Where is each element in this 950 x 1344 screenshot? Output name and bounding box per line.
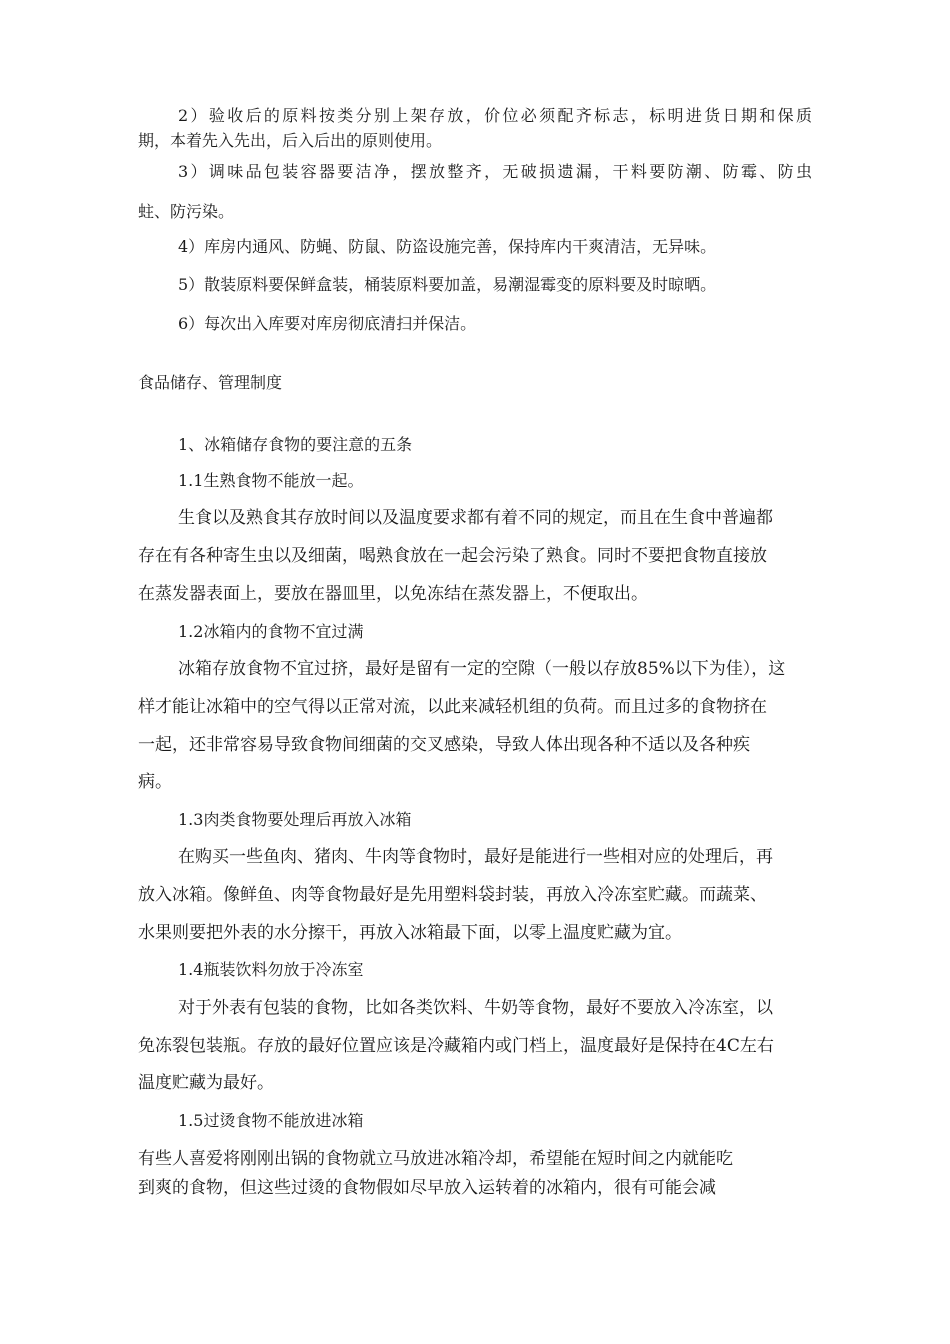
subsection-1-3-line-2: 放入冰箱。像鲜鱼、肉等食物最好是先用塑料袋封装，再放入冷冻室贮藏。而蔬菜、 (138, 885, 767, 905)
subsection-1-2-line-2: 样才能让冰箱中的空气得以正常对流，以此来减轻机组的负荷。而且过多的食物挤在 (138, 697, 767, 717)
storage-rule-5: 5）散装原料要保鲜盒装，桶装原料要加盖，易潮湿霉变的原料要及时晾晒。 (178, 275, 717, 294)
storage-rule-3-line-2: 蛀、防污染。 (138, 202, 235, 221)
storage-rule-3-line-1: 3）调味品包装容器要洁净，摆放整齐，无破损遗漏，干料要防潮、防霉、防虫 (178, 162, 815, 181)
subsection-1-2-line-4: 病。 (138, 772, 172, 792)
subsection-1-4-line-3: 温度贮藏为最好。 (138, 1073, 274, 1093)
subsection-1-2-line-1: 冰箱存放食物不宜过挤，最好是留有一定的空隙（一般以存放85%以下为佳），这 (178, 659, 786, 679)
subsection-1-1-line-3: 在蒸发器表面上，要放在器皿里，以免冻结在蒸发器上，不便取出。 (138, 584, 648, 604)
subsection-1-3-line-1: 在购买一些鱼肉、猪肉、牛肉等食物时，最好是能进行一些相对应的处理后，再 (178, 847, 773, 867)
subsection-1-5-line-1: 有些人喜爱将刚刚出锅的食物就立马放进冰箱冷却，希望能在短时间之内就能吃 (138, 1149, 733, 1169)
subsection-1-1-line-1: 生食以及熟食其存放时间以及温度要求都有着不同的规定，而且在生食中普遍都 (178, 508, 773, 528)
subsection-1-4-line-2: 免冻裂包装瓶。存放的最好位置应该是冷藏箱内或门档上，温度最好是保持在4C左右 (138, 1036, 774, 1056)
subsection-1-2-line-3: 一起，还非常容易导致食物间细菌的交叉感染，导致人体出现各种不适以及各种疾 (138, 735, 750, 755)
subsection-1-5-title: 1.5过烫食物不能放进冰箱 (178, 1111, 364, 1130)
fridge-heading: 1、冰箱储存食物的要注意的五条 (178, 435, 413, 454)
storage-rule-2-line-1: 2）验收后的原料按类分别上架存放，价位必须配齐标志，标明进货日期和保质 (178, 106, 815, 125)
storage-rule-2-line-2: 期，本着先入先出，后入后出的原则使用。 (138, 131, 443, 150)
subsection-1-4-line-1: 对于外表有包装的食物，比如各类饮料、牛奶等食物，最好不要放入冷冻室，以 (178, 998, 773, 1018)
subsection-1-1-title: 1.1生熟食物不能放一起。 (178, 471, 364, 490)
subsection-1-3-line-3: 水果则要把外表的水分擦干，再放入冰箱最下面，以零上温度贮藏为宜。 (138, 923, 682, 943)
storage-rule-6: 6）每次出入库要对库房彻底清扫并保洁。 (178, 314, 477, 333)
subsection-1-1-line-2: 存在有各种寄生虫以及细菌，喝熟食放在一起会污染了熟食。同时不要把食物直接放 (138, 546, 767, 566)
subsection-1-5-line-2: 到爽的食物，但这些过烫的食物假如尽早放入运转着的冰箱内，很有可能会减 (138, 1178, 716, 1198)
section-title: 食品储存、管理制度 (138, 373, 283, 392)
subsection-1-4-title: 1.4瓶装饮料勿放于冷冻室 (178, 960, 364, 979)
storage-rule-4: 4）库房内通风、防蝇、防鼠、防盗设施完善，保持库内干爽清洁，无异味。 (178, 237, 717, 256)
subsection-1-3-title: 1.3肉类食物要处理后再放入冰箱 (178, 810, 412, 829)
subsection-1-2-title: 1.2冰箱内的食物不宜过满 (178, 622, 364, 641)
